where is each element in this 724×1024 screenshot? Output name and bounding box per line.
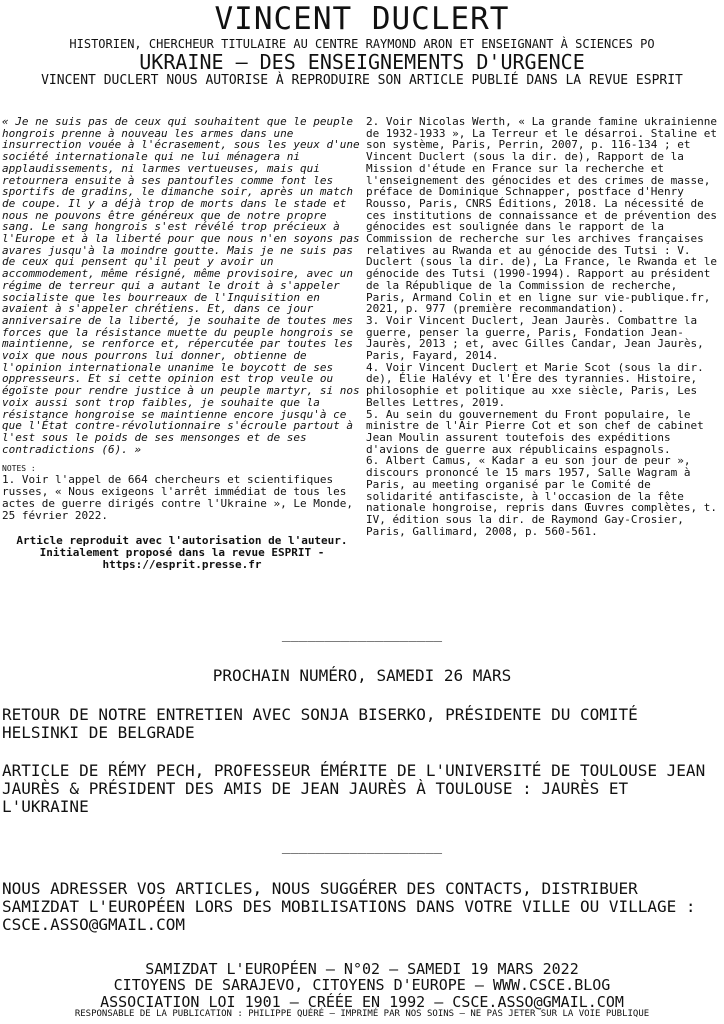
right-column xyxy=(366,116,722,537)
author-subtitle: HISTORIEN, CHERCHEUR TITULAIRE AU CENTRE RAYMOND ARON ET ENSEIGNANT À SCIENCES PO xyxy=(69,37,655,51)
divider-bottom: ___________________ xyxy=(281,838,443,854)
footer-legal: RESPONSABLE DE LA PUBLICATION : PHILIPPE QUÉRÉ – IMPRIMÉ PAR NOS SOINS – NE PAS JETER SUR LA VOIE PUBLIQUE xyxy=(74,1009,650,1019)
left-column xyxy=(2,116,362,571)
notes-title: NOTES : xyxy=(2,464,36,474)
note-6: 6. Albert Camus, « Kadar a eu son jour de peur », discours prononcé le 15 mars 1957, Salle Wagram à Paris, au meeting organisé par le Comité de solidarité antifasciste, à l'occasion de la fête nationale hongroise, repris dans Œuvres complètes, t. IV, édition sous la dir. de Raymond Gay-Crosier, Paris, Gallimard, 2008, p. 560-561. xyxy=(366,454,717,538)
article-headline: UKRAINE – DES ENSEIGNEMENTS D'URGENCE xyxy=(139,50,585,74)
footer-association-line: ASSOCIATION LOI 1901 – CRÉÉE EN 1992 – CSCE.ASSO@GMAIL.COM xyxy=(100,993,624,1011)
divider-top: ___________________ xyxy=(281,626,443,642)
next-issue-item-biserko: RETOUR DE NOTRE ENTRETIEN AVEC SONJA BISERKO, PRÉSIDENTE DU COMITÉ HELSINKI DE BELGRADE xyxy=(2,705,638,742)
contact-call: NOUS ADRESSER VOS ARTICLES, NOUS SUGGÉRER DES CONTACTS, DISTRIBUER SAMIZDAT L'EUROPÉEN LORS DES MOBILISATIONS DANS VOTRE VILLE OU VILLAGE : CSCE.ASSO@GMAIL.COM xyxy=(2,879,696,934)
next-issue-title: PROCHAIN NUMÉRO, SAMEDI 26 MARS xyxy=(212,666,512,685)
footer-issue-line: SAMIZDAT L'EUROPÉEN – N°02 – SAMEDI 19 MARS 2022 xyxy=(145,960,579,978)
article-intro: VINCENT DUCLERT NOUS AUTORISE À REPRODUIRE SON ARTICLE PUBLIÉ DANS LA REVUE ESPRIT xyxy=(41,73,683,88)
page-title: VINCENT DUCLERT xyxy=(214,1,510,37)
next-issue-item-pech: ARTICLE DE RÉMY PECH, PROFESSEUR ÉMÉRITE DE L'UNIVERSITÉ DE TOULOUSE JEAN JAURÈS & PRÉSIDENT DES AMIS DE JEAN JAURÈS À TOULOUSE : JAURÈS ET L'UKRAINE xyxy=(2,761,706,816)
footer-web-line: CITOYENS DE SARAJEVO, CITOYENS D'EUROPE – WWW.CSCE.BLOG xyxy=(113,976,611,994)
article-credit: Article reproduit avec l'autorisation de l'auteur. Initialement proposé dans la revue ESPRIT - https://esprit.presse.fr xyxy=(16,534,348,572)
note-2: 2. Voir Nicolas Werth, « La grande famine ukrainienne de 1932-1933 », La Terreur et le désarroi. Staline et son système, Paris, Perrin, 2007, p. 116-134 ; et Vincent Duclert (sous la dir. de), Rapport de la Mission d'étude en France sur la recherche et l'enseignement des génocides et des crimes de masse, préface de Dominique Schnapper, postface d'Henry Rousso, Paris, CNRS Éditions, 2018. La nécessité de ces institutions de connaissance et de prévention des génocides est soulignée dans le rapport de la Commission de recherche sur les archives françaises relatives au Rwanda et au génocide des Tutsi : V. Duclert (sous la dir. de), La France, le Rwanda et le génocide des Tutsi (1990-1994). Rapport au président de la République de la Commission de recherche, Paris, Armand Colin et en ligne sur vie-publique.fr, 2021, p. 977 (première recommandation). xyxy=(366,115,717,316)
note-5: 5. Au sein du gouvernement du Front populaire, le ministre de l'Air Pierre Cot et son chef de cabinet Jean Moulin assurent toutefois des expéditions d'avions de guerre aux républicains espagnols. xyxy=(366,407,704,456)
camus-quote: « Je ne suis pas de ceux qui souhaitent que le peuple hongrois prenne à nouveau les armes dans une insurrection vouée à l'écrasement, sous les yeux d'une société internationale qui ne lui ménagera ni applaudissements, ni larmes vertueuses, mais qui retournera ensuite à ses pantoufles comme font les sportifs de gradins, le dimanche soir, après un match de coupe. Il y a déjà trop de morts dans le stade et nous ne pouvons être généreux que de notre propre sang. Le sang hongrois s'est révélé trop précieux à l'Europe et à la liberté pour que nous n'en soyons pas avares jusqu'à la moindre goutte. Mais je ne suis pas de ceux qui pensent qu'il peut y avoir un accommodement, même résigné, même provisoire, avec un régime de terreur qui a autant le droit à s'appeler socialiste que les bourreaux de l'Inquisition en avaient à s'appeler chrétiens. Et, dans ce jour anniversaire de la liberté, je souhaite de toutes mes forces que la résistance muette du peuple hongrois se maintienne, se renforce et, répercutée par toutes les voix que nous pourrons lui donner, obtienne de l'opinion internationale unanime le boycott de ses oppresseurs. Et si cette opinion est trop veule ou égoïste pour rendre justice à un peuple martyr, si nos voix aussi sont trop faibles, je souhaite que la résistance hongroise se maintienne encore jusqu'à ce que l'État contre-révolutionnaire s'écroule partout à l'est sous le poids de ses mensonges et de ses contradictions (6). » xyxy=(2,115,360,456)
note-4: 4. Voir Vincent Duclert et Marie Scot (sous la dir. de), Élie Halévy et l'Ère des tyrannies. Histoire, philosophie et politique au xxe siècle, Paris, Les Belles Lettres, 2019. xyxy=(366,360,704,409)
note-1: 1. Voir l'appel de 664 chercheurs et scientifiques russes, « Nous exigeons l'arrêt immédiat de tous les actes de guerre dirigés contre l'Ukraine », Le Monde, 25 février 2022. xyxy=(2,473,353,522)
note-3: 3. Voir Vincent Duclert, Jean Jaurès. Combattre la guerre, penser la guerre, Paris, Fondation Jean-Jaurès, 2013 ; et, avec Gilles Candar, Jean Jaurès, Paris, Fayard, 2014. xyxy=(366,313,704,363)
